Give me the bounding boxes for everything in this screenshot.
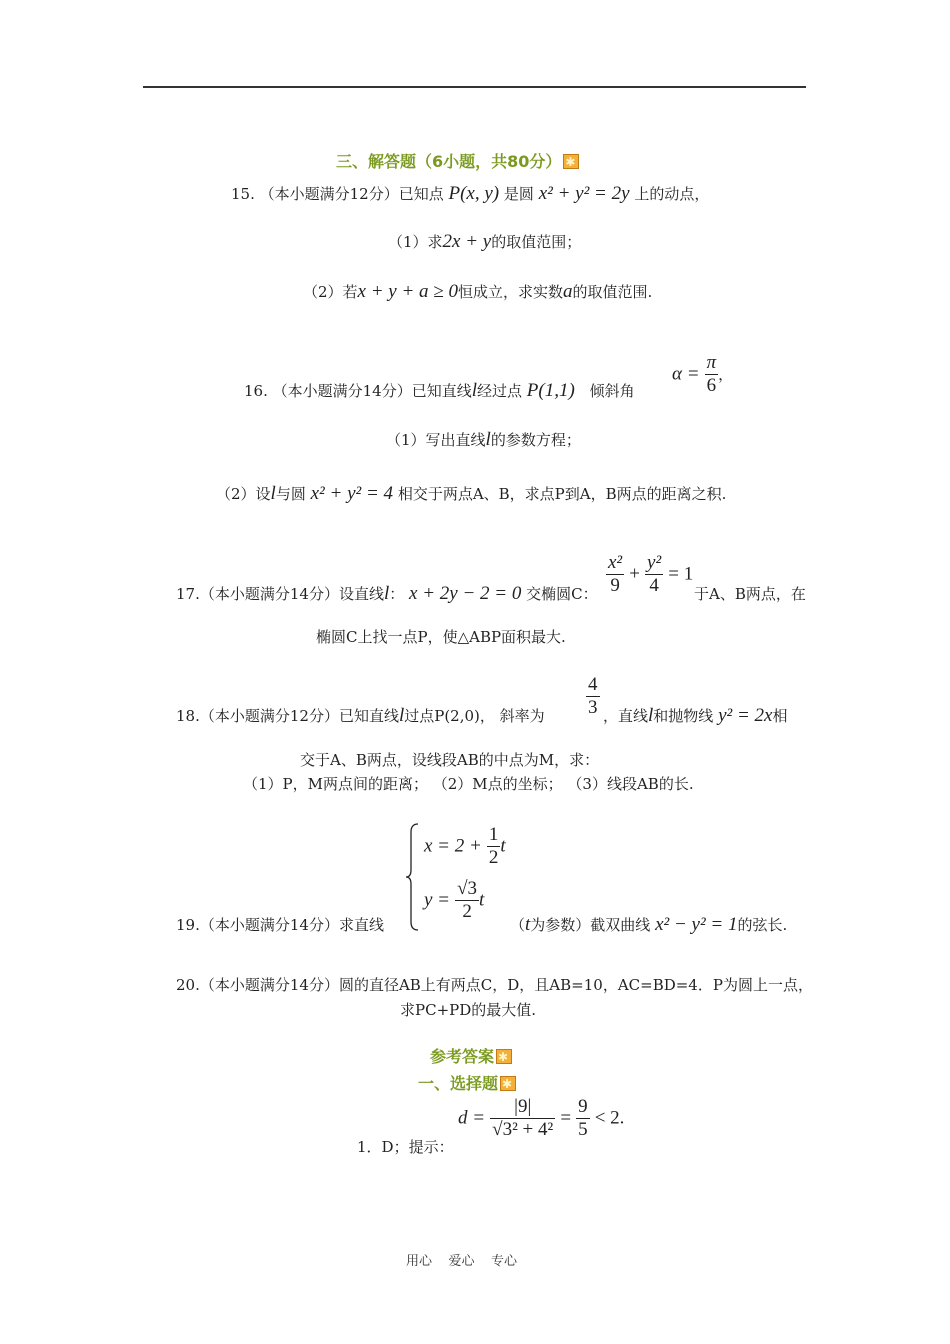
folder-icon[interactable] xyxy=(500,1076,516,1091)
q18-var-l-2: l xyxy=(648,705,654,726)
q20-line-2: 求PC+PD的最大值. xyxy=(400,1001,537,1019)
question-18-cont xyxy=(603,706,788,726)
q18-line-2: 交于A、B两点，设线段AB的中点为M，求： xyxy=(300,751,600,769)
q19-two: 2 xyxy=(488,847,499,868)
q18-mid2: ，直线 xyxy=(603,707,649,725)
folder-icon[interactable] xyxy=(496,1049,512,1064)
a1-n5: 5 xyxy=(578,1119,588,1140)
q16-p1-lead: （1）写出直线 xyxy=(386,431,486,449)
q16-p2-lead: （2）设 xyxy=(216,485,271,503)
q16-lead: 16. （本小题满分14分）已知直线 xyxy=(244,382,472,400)
q15-p1-expr: 2x + y xyxy=(442,231,492,252)
a1-eq: = xyxy=(560,1107,572,1129)
q18-line-3: （1）P，M两点间的距离； （2）M点的坐标； （3）线段AB的长. xyxy=(243,775,694,793)
q16-mid: 经过点 xyxy=(477,382,523,400)
q18-slope-frac xyxy=(586,674,600,719)
q16-p2-var-l: l xyxy=(270,483,276,504)
question-16-part-2 xyxy=(216,484,726,504)
q19-tail: 的弦长. xyxy=(737,916,788,934)
q17-den4: 4 xyxy=(645,574,663,597)
a1-frac-2 xyxy=(576,1096,590,1141)
q16-p2-tail: 相交于两点A、B，求点P到A，B两点的距离之积. xyxy=(397,485,727,503)
question-15-part-2 xyxy=(303,282,652,302)
q16-six: 6 xyxy=(705,374,719,397)
q16-p1-tail: 的参数方程； xyxy=(490,431,581,449)
q16-pi: π xyxy=(706,352,717,373)
q15-p1-tail: 的取值范围； xyxy=(491,233,582,251)
q15-p2-tail: 的取值范围. xyxy=(572,283,653,301)
q19-brace xyxy=(404,822,422,932)
answers-title: 参考答案 xyxy=(430,1047,495,1066)
q18-var-l: l xyxy=(398,705,405,726)
q19-eq1-lhs: x = 2 + xyxy=(424,835,482,857)
q16-point: P(1,1) xyxy=(526,380,575,401)
q19-t: t xyxy=(500,835,506,857)
section-heading-1 xyxy=(418,1074,516,1094)
q19-half xyxy=(487,824,501,869)
q19-eq2-lhs: y = xyxy=(424,889,451,911)
a1-d-eq: d = xyxy=(458,1107,486,1129)
q18-num: 4 xyxy=(588,674,598,695)
q16-alpha-formula xyxy=(672,352,733,397)
answer-1-formula xyxy=(458,1096,624,1141)
q17-colon: ： xyxy=(389,585,405,603)
q16-alpha: α = xyxy=(672,363,700,385)
q16-p2-mid: 与圆 xyxy=(275,485,306,503)
folder-icon[interactable] xyxy=(563,154,579,169)
q15-lead: 15. （本小题满分12分）已知点 xyxy=(231,185,444,203)
q16-p2-circle: x² + y² = 4 xyxy=(310,483,394,504)
q15-mid: 是圆 xyxy=(503,185,534,203)
question-19-cont xyxy=(510,915,787,935)
header-rule xyxy=(143,86,806,88)
q18-mid: 过点P(2,0)， 斜率为 xyxy=(404,707,545,725)
q16-var-l: l xyxy=(471,380,477,401)
question-16 xyxy=(244,381,635,401)
section1-title: 一、选择题 xyxy=(418,1074,499,1093)
q19-one: 1 xyxy=(488,824,499,845)
question-15-part-1 xyxy=(388,232,581,252)
q17-tail: 于A、B两点，在 xyxy=(694,585,806,603)
question-16-part-1 xyxy=(386,430,581,450)
q19-two-2: 2 xyxy=(455,900,479,923)
q19-eq1 xyxy=(424,824,506,869)
q15-point: P(x, y) xyxy=(448,183,500,204)
answers-heading xyxy=(430,1047,512,1067)
q18-parabola: y² = 2x xyxy=(718,705,773,726)
page-footer: 用心 爱心 专心 xyxy=(406,1254,518,1269)
a1-lt: < 2. xyxy=(594,1107,625,1129)
q17-lead: 17.（本小题满分14分）设直线 xyxy=(176,585,384,603)
q18-slope xyxy=(586,674,600,719)
q17-x2-over-9 xyxy=(606,552,624,597)
q17-line-2: 椭圆C上找一点P，使△ABP面积最大. xyxy=(316,628,566,646)
a1-n9: 9 xyxy=(578,1096,588,1117)
q16-angle-label: 倾斜角 xyxy=(589,382,635,400)
q19-t-3: t xyxy=(525,914,531,935)
section-title: 三、解答题（6小题，共80分） xyxy=(336,152,562,171)
question-20: 20.（本小题满分14分）圆的直径AB上有两点C，D，且AB=10，AC=BD=4．P为圆上一点， xyxy=(176,976,813,994)
q18-den: 3 xyxy=(588,697,598,718)
q16-pi-over-6 xyxy=(705,352,719,397)
q19-param-tail: 为参数）截双曲线 xyxy=(530,916,651,934)
question-19: 19.（本小题满分14分）求直线 xyxy=(176,916,384,934)
q15-p1-lead: （1）求 xyxy=(388,233,443,251)
q15-p2-mid: 恒成立，求实数 xyxy=(457,283,563,301)
answer-1-label: 1．D；提示： xyxy=(357,1138,454,1156)
q17-ellipse xyxy=(606,552,693,597)
q15-p2-expr: x + y + a ≥ 0 xyxy=(357,281,458,302)
question-18 xyxy=(176,706,545,726)
q19-sqrt3: √3 xyxy=(457,878,478,899)
q15-circle: x² + y² = 2y xyxy=(538,183,630,204)
question-15 xyxy=(231,184,709,204)
q17-plus: + xyxy=(629,563,640,585)
q19-eq2 xyxy=(424,878,484,923)
a1-frac-1 xyxy=(490,1096,555,1141)
q19-param: （ xyxy=(510,916,526,934)
q16-p1-var-l: l xyxy=(485,429,491,450)
a1-sqrt-den: √3² + 4² xyxy=(492,1119,554,1140)
q17-var-l: l xyxy=(383,583,390,604)
q17-mid: 交椭圆C： xyxy=(526,585,598,603)
q17-den9: 9 xyxy=(606,574,624,597)
q19-hyperbola: x² − y² = 1 xyxy=(655,914,738,935)
section-heading-3 xyxy=(336,152,579,172)
q17-y2: y² xyxy=(647,552,662,573)
q18-mid3: 和抛物线 xyxy=(653,707,714,725)
q17-line-eq: x + 2y − 2 = 0 xyxy=(409,583,522,604)
q17-x2: x² xyxy=(608,552,623,573)
q18-tail: 相 xyxy=(772,707,788,725)
a1-abs9: |9| xyxy=(514,1096,532,1117)
q19-t-2: t xyxy=(479,889,485,911)
q15-p2-lead: （2）若 xyxy=(303,283,358,301)
q15-tail: 上的动点， xyxy=(634,185,710,203)
question-17 xyxy=(176,584,598,604)
q17-y2-over-4 xyxy=(645,552,663,597)
q16-comma: ， xyxy=(718,365,734,384)
q18-lead: 18.（本小题满分12分）已知直线 xyxy=(176,707,399,725)
q19-sqrt3-over-2 xyxy=(455,878,479,923)
q15-p2-var: a xyxy=(563,281,573,302)
q17-eq1: = 1 xyxy=(668,563,694,585)
